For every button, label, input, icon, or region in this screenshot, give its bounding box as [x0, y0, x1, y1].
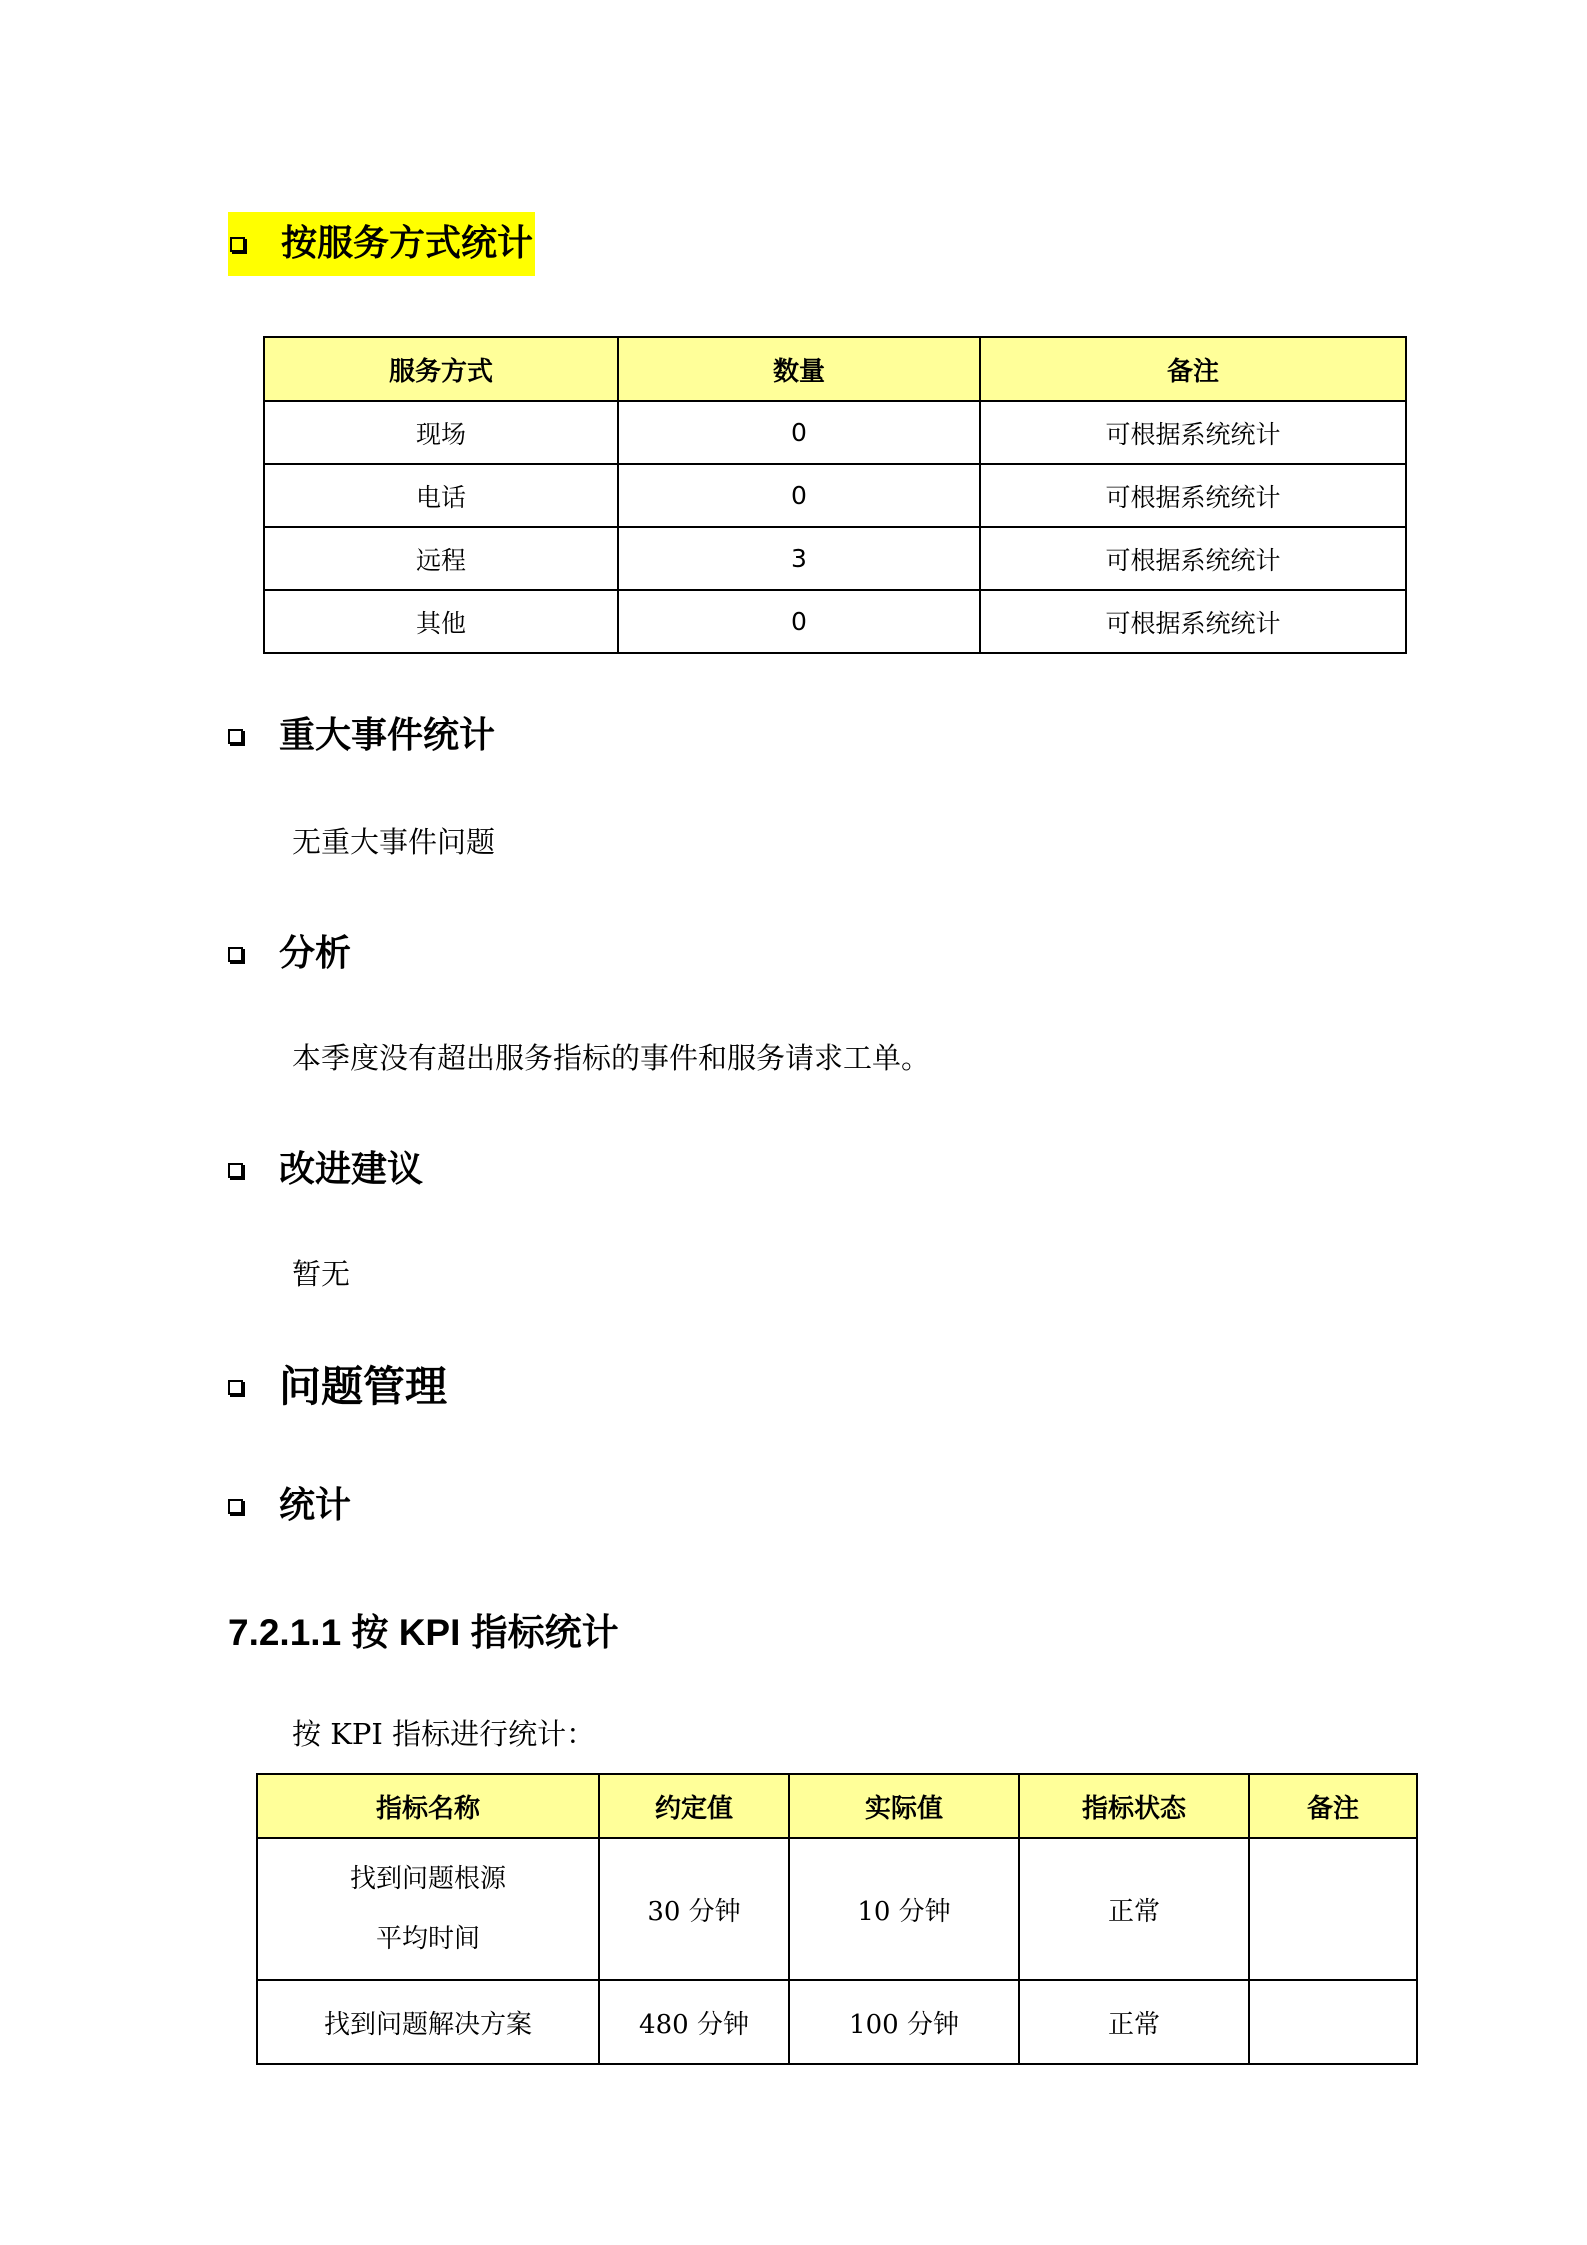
heading-text: 统计 — [279, 1485, 352, 1526]
cell-count: 0 — [618, 464, 980, 527]
cell-mode: 电话 — [264, 464, 618, 527]
improvement-text: 暂无 — [292, 1257, 351, 1291]
table-row — [264, 464, 1406, 527]
service-mode-table — [263, 336, 1407, 654]
cell-note: 可根据系统统计 — [980, 464, 1406, 527]
col-header-actual: 实际值 — [789, 1774, 1019, 1838]
heading-text: 重大事件统计 — [279, 715, 496, 756]
cell-mode: 远程 — [264, 527, 618, 590]
heading-text: 分析 — [279, 933, 352, 974]
cell-note: 可根据系统统计 — [980, 527, 1406, 590]
indicator-name-line2: 平均时间 — [375, 1924, 480, 1954]
table-header-row — [257, 1774, 1417, 1838]
heading-statistics — [228, 1485, 352, 1526]
col-header-status: 指标状态 — [1019, 1774, 1249, 1838]
checkbox-bullet-icon — [230, 237, 245, 252]
checkbox-bullet-icon — [228, 1499, 243, 1514]
cell-note — [1249, 1838, 1417, 1980]
heading-text: 按服务方式统计 — [281, 223, 534, 264]
cell-agreed: 480 分钟 — [599, 1980, 789, 2064]
checkbox-bullet-icon — [228, 1163, 243, 1178]
col-header-count: 数量 — [618, 337, 980, 401]
heading-analysis — [228, 933, 352, 974]
table-row — [257, 1838, 1417, 1980]
table-row — [264, 401, 1406, 464]
cell-count: 3 — [618, 527, 980, 590]
table-row — [264, 590, 1406, 653]
table-row — [257, 1980, 1417, 2064]
cell-actual: 10 分钟 — [789, 1838, 1019, 1980]
major-events-text: 无重大事件问题 — [292, 825, 496, 859]
heading-text: 改进建议 — [279, 1149, 424, 1190]
heading-problem-management — [228, 1362, 448, 1411]
cell-note: 可根据系统统计 — [980, 590, 1406, 653]
col-header-indicator: 指标名称 — [257, 1774, 599, 1838]
analysis-text: 本季度没有超出服务指标的事件和服务请求工单。 — [292, 1041, 931, 1075]
heading-text: 问题管理 — [279, 1362, 448, 1411]
cell-note: 可根据系统统计 — [980, 401, 1406, 464]
cell-status: 正常 — [1019, 1838, 1249, 1980]
table-header-row — [264, 337, 1406, 401]
heading-improvement — [228, 1149, 424, 1190]
col-header-service-mode: 服务方式 — [264, 337, 618, 401]
cell-note — [1249, 1980, 1417, 2064]
table-row — [264, 527, 1406, 590]
heading-major-events — [228, 715, 496, 756]
cell-mode: 现场 — [264, 401, 618, 464]
kpi-intro-text: 按 KPI 指标进行统计： — [292, 1717, 596, 1751]
cell-indicator-name — [257, 1838, 599, 1980]
checkbox-bullet-icon — [228, 729, 243, 744]
heading-service-mode — [228, 212, 535, 276]
cell-agreed: 30 分钟 — [599, 1838, 789, 1980]
heading-highlight — [228, 212, 535, 276]
col-header-agreed: 约定值 — [599, 1774, 789, 1838]
indicator-name-line1: 找到问题根源 — [349, 1864, 506, 1894]
cell-count: 0 — [618, 590, 980, 653]
checkbox-bullet-icon — [228, 947, 243, 962]
kpi-table — [256, 1773, 1418, 2065]
col-header-note: 备注 — [980, 337, 1406, 401]
cell-indicator-name: 找到问题解决方案 — [257, 1980, 599, 2064]
cell-count: 0 — [618, 401, 980, 464]
checkbox-bullet-icon — [228, 1380, 243, 1395]
col-header-note: 备注 — [1249, 1774, 1417, 1838]
cell-actual: 100 分钟 — [789, 1980, 1019, 2064]
cell-mode: 其他 — [264, 590, 618, 653]
cell-status: 正常 — [1019, 1980, 1249, 2064]
kpi-section-heading: 7.2.1.1 按 KPI 指标统计 — [228, 1612, 619, 1653]
